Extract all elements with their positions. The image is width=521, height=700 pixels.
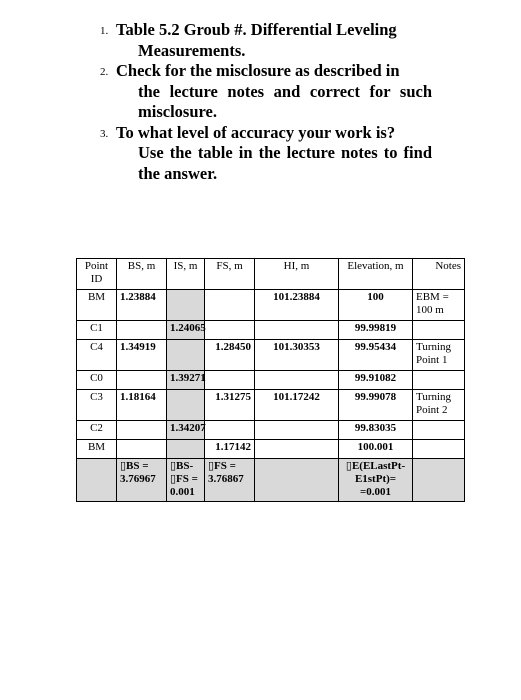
cell-notes: Turning Point 1 [413,340,465,371]
instruction-text-cont: the lecture notes and correct for such misclosure. [138,81,432,121]
table-row [77,371,465,390]
cell-hi [255,459,339,502]
cell-misclosure: ▯BS- ▯FS = 0.001 [167,459,205,502]
cell-is: 1.24065 [167,321,205,340]
instruction-text: Table 5.2 Groub #. Differential Leveling [116,20,397,39]
cell-elevation: 100.001 [339,440,413,459]
table-row [77,290,465,321]
instruction-text-cont: Measurements. [138,40,246,60]
cell-bs: 1.23884 [117,290,167,321]
cell-hi: 101.17242 [255,390,339,421]
cell-fs: 1.31275 [205,390,255,421]
cell-point [77,459,117,502]
cell-point: C1 [77,321,117,340]
col-header-elevation: Elevation, m [339,259,413,290]
cell-point: C2 [77,421,117,440]
instruction-list [96,20,432,184]
col-header-point-id: Point ID [77,259,117,290]
item-number: 3. [100,127,109,140]
cell-elevation: 99.99819 [339,321,413,340]
table-row [77,340,465,371]
col-header-hi: HI, m [255,259,339,290]
cell-notes [413,421,465,440]
cell-bs [117,421,167,440]
cell-fs [205,371,255,390]
cell-sum-fs: ▯FS = 3.76867 [205,459,255,502]
cell-elevation-diff: ▯E(ELastPt- E1stPt)= =0.001 [339,459,413,502]
cell-hi [255,440,339,459]
table-row [77,440,465,459]
cell-is: 1.39271 [167,371,205,390]
cell-elevation: 99.91082 [339,371,413,390]
cell-point: BM [77,290,117,321]
cell-hi: 101.30353 [255,340,339,371]
col-header-bs: BS, m [117,259,167,290]
cell-fs [205,421,255,440]
cell-notes [413,459,465,502]
instruction-item-2 [96,61,432,123]
cell-is [167,290,205,321]
cell-notes: Turning Point 2 [413,390,465,421]
cell-elevation: 99.99078 [339,390,413,421]
cell-bs: 1.18164 [117,390,167,421]
cell-point: C3 [77,390,117,421]
cell-notes: EBM = 100 m [413,290,465,321]
cell-fs: 1.28450 [205,340,255,371]
table-summary-row [77,459,465,502]
cell-notes [413,371,465,390]
cell-fs [205,321,255,340]
cell-fs [205,290,255,321]
table-row [77,390,465,421]
cell-is [167,440,205,459]
cell-bs: 1.34919 [117,340,167,371]
instruction-text: To what level of accuracy your work is? [116,122,396,142]
table-row [77,321,465,340]
col-header-is: IS, m [167,259,205,290]
cell-point: BM [77,440,117,459]
cell-bs [117,371,167,390]
item-number: 1. [100,25,109,37]
cell-bs [117,321,167,340]
cell-notes [413,321,465,340]
instruction-text: Check for the misclosure as described in [116,61,400,80]
cell-hi [255,371,339,390]
col-header-notes: Notes [413,259,465,290]
table-header-row [77,259,465,290]
cell-elevation: 99.95434 [339,340,413,371]
table-row [77,421,465,440]
cell-fs: 1.17142 [205,440,255,459]
cell-point: C0 [77,371,117,390]
leveling-table [76,258,465,502]
cell-elevation: 99.83035 [339,421,413,440]
instruction-item-3 [96,123,432,185]
cell-is [167,390,205,421]
cell-is [167,340,205,371]
cell-hi: 101.23884 [255,290,339,321]
cell-point: C4 [77,340,117,371]
cell-notes [413,440,465,459]
cell-elevation: 100 [339,290,413,321]
instruction-text-cont: Use the table in the lecture notes to find the answer. [138,143,432,183]
cell-hi [255,321,339,340]
cell-is: 1.34207 [167,421,205,440]
cell-bs [117,440,167,459]
col-header-fs: FS, m [205,259,255,290]
item-number: 2. [100,66,109,78]
cell-sum-bs: ▯BS = 3.76967 [117,459,167,502]
instruction-item-1 [96,20,432,61]
cell-hi [255,421,339,440]
